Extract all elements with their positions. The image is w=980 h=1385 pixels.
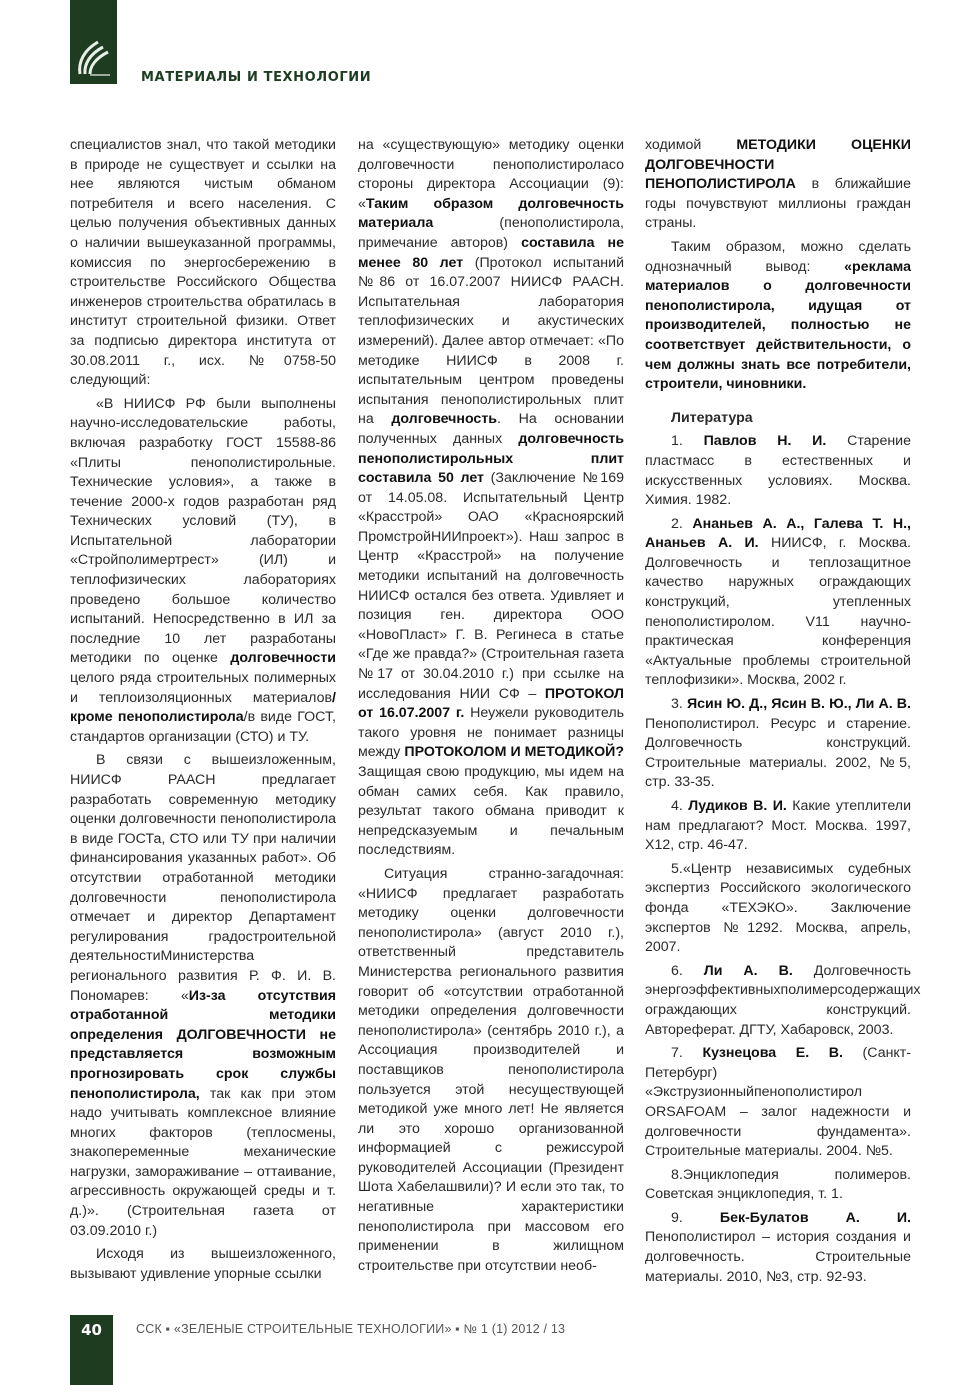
literature-details: Какие утеплители нам предлагают? Мост. Москва. 1997, X12, стр. 46-47.	[645, 798, 912, 854]
text: на «существующую» методику оценки долговечности пенополистироласо стороны директора Ассоциации (9): «	[358, 137, 624, 212]
literature-number: 3.	[671, 696, 687, 713]
text: Таким образом, можно сделать однозначный вывод:	[645, 238, 911, 275]
text: так как при этом надо учитывать комплексное влияние многих факторов (теплосмены, знакопеременные механические нагрузки, замораживание – оттаивание, агрессивность окружающей среды и т. д.)». (Строительная газета от 03.09.2010 г.)	[70, 1085, 336, 1239]
bold-text: Таким образом долговечность материала	[358, 195, 624, 232]
text: (пенополистирола, примечание авторов)	[358, 215, 624, 251]
text: «В НИИСФ РФ были выполнены научно-исследовательские работы, включая разработку ГОСТ 15588-86 «Плиты пенополистирольные. Технические условия», а также в течение 2000-х годов разработан ряд Технических условий (ТУ), в Испытательной лаборатории «Стройполимертрест» (ИЛ) и теплофизических лабораториях проведено большое количество испытаний. Непосредственно в ИЛ за последние 10 лет разработаны методики по оценке	[70, 395, 336, 667]
literature-number: 9.	[671, 1209, 720, 1226]
paragraph	[358, 136, 624, 861]
literature-item	[645, 797, 911, 856]
literature-item	[645, 515, 911, 691]
literature-authors: Ананьев А. А., Галева Т. Н., Ананьев А. И.	[645, 515, 911, 552]
text: Исходя из вышеизложенного, вызывают удивление упорные ссылки	[70, 1246, 336, 1282]
paragraph	[70, 751, 336, 1241]
text: (Заключение №169 от 14.05.08. Испытательный Центр «Красстрой» ОАО «Красноярский ПромстройНИИпроект»). Наш запрос в Центр «Красстрой» на получение методики испытаний на долговечность НИИСФ остался без ответа. Удивляет и позиция ген. директора ООО «НовоПласт» Г. В. Регинеса в статье «Где же правда?» (Строительная газета №17 от 30.04.2010 г.) при ссылке на исследования НИИ СФ –	[358, 470, 624, 702]
literature-details: (Санкт-Петербург) «Экструзионныйпенополистирол ORSAFOAM – залог надежности и долговечности фундамента». Строительные материалы. 2004. №5.	[645, 1045, 912, 1160]
text: В связи с вышеизложенным, НИИСФ РААСН предлагает разработать современную методику оценки долговечности пенополистирола в виде ГОСТа, СТО или ТУ при наличии финансирования указанных работ». Об отсутствии отработанной методики долговечности пенополистирола отмечает и директор Департамент регулирования градостроительной деятельностиМинистерства регионального развития Р. Ф. И. В. Пономарев: «	[70, 752, 336, 1004]
bold-text: долговечность пенополистирольных плит составила 50 лет	[358, 430, 624, 487]
text: . На основании полученных данных	[358, 411, 624, 447]
literature-authors: Павлов Н. И.	[703, 433, 827, 450]
literature-list	[645, 432, 921, 1287]
literature-details: Пенополистирол – история создания и долговечность. Строительные материалы. 2010, №3, стр. 92-93.	[645, 1229, 911, 1285]
leaves-logo-icon	[76, 36, 112, 76]
literature-number: 7.	[671, 1045, 703, 1062]
literature-item	[645, 1044, 911, 1162]
text: целого ряда строительных полимерных и теплоизоляционных материалов	[70, 670, 336, 706]
article-column-1	[70, 136, 336, 1284]
text: в ближайшие годы почувствуют миллионы граждан страны.	[645, 176, 911, 232]
bold-text: МЕТОДИКИ ОЦЕНКИ ДОЛГОВЕЧНОСТИ ПЕНОПОЛИСТИРОЛА	[645, 137, 911, 193]
literature-authors: Ли А. В.	[703, 962, 793, 979]
paragraph	[358, 865, 624, 1276]
bold-text: долговечность	[391, 411, 497, 428]
text: Ситуация странно-загадочная: «НИИСФ предлагает разработать методику оценки долговечности пенополистирола» (август 2010 г.), ответственный представитель Министерства регионального развития говорит об «отсутствии отработанной методики определения долговечности пенополистирола» (сентябрь 2010 г.), а Ассоциация производителей и поставщиков пенополистирола пользуется этой несуществующей методикой уже много лет! Не является ли это хорошо организованной информацией с режиссурой руководителей Ассоциации (Президент Шота Хабелашвили)? И если это так, то негативные характеристики пенополистирола при массовом его применении в жилищном строительстве при отсутствии необ-	[358, 865, 624, 1274]
literature-number: 8.	[671, 1166, 683, 1183]
literature-details: Долговечность энергоэффективныхполимерсодержащих ограждающих конструкций. Автореферат. ДГТУ, Хабаровск, 2003.	[645, 962, 921, 1038]
literature-details: НИИСФ, г. Москва. Долговечность и теплозащитное качество наружных ограждающих конструкций, утепленных пенополистиролом. V11 научно-практическая конференция «Актуальные проблемы строительной теплофизики». Москва, 2002 г.	[645, 535, 911, 689]
text: (Протокол испытаний №86 от 16.07.2007 НИИСФ РААСН. Испытательная лаборатория теплофизических и акустических измерений). Далее автор отмечает: «По методике НИИСФ в 2008 г. испытательным центром проведены испытания пенополистирольных плит на	[358, 254, 624, 428]
literature-number: 1.	[671, 433, 704, 450]
article-column-2	[358, 136, 624, 1276]
paragraph	[70, 136, 336, 391]
literature-heading: Литература	[671, 409, 753, 426]
literature-details: Пенополистирол. Ресурс и старение. Долговечность конструкций. Строительные материалы. 2002, №5, стр. 33-35.	[645, 715, 911, 791]
bold-text: ПРОТОКОЛОМ И МЕТОДИКОЙ?	[404, 744, 624, 761]
literature-authors: Кузнецова Е. В.	[702, 1045, 843, 1062]
conclusion-text	[645, 136, 911, 395]
literature-item	[645, 432, 911, 510]
literature-item	[645, 1166, 911, 1205]
text: специалистов знал, что такой методики в природе не существует и ссылки на нее являются чистым обманом потребителя и всего населения. С целью получения объективных данных о наличии вышеуказанной программы, комиссия по энергосбережению в строительстве Российского Общества инженеров строительства обратилась в институт строительной физики. Ответ за подписью директора института от 30.08.2011 г., исх. №0758-50 следующий:	[70, 137, 336, 389]
literature-item	[645, 962, 921, 1040]
literature-item	[645, 1209, 911, 1287]
bold-text: долговечности	[230, 650, 336, 667]
literature-item	[645, 860, 911, 958]
literature-details: Энциклопедия полимеров. Советская энциклопедия, т. 1.	[645, 1166, 911, 1203]
bold-text: /кроме пенополистирола	[70, 689, 336, 726]
literature-authors: Бек-Булатов А. И.	[719, 1209, 911, 1226]
literature-authors: Лудиков В. И.	[688, 798, 787, 814]
paragraph	[645, 136, 911, 234]
paragraph	[70, 395, 336, 748]
literature-number: 4.	[671, 798, 689, 814]
literature-authors: Ясин Ю. Д., Ясин В. Ю., Ли А. В.	[686, 696, 911, 713]
journal-footer: ССК ▪ «ЗЕЛЕНЫЕ СТРОИТЕЛЬНЫЕ ТЕХНОЛОГИИ» ▪ № 1 (1) 2012 / 13	[136, 1322, 566, 1336]
text: /в виде ГОСТ, стандартов организации (СТО) и ТУ.	[70, 709, 336, 745]
paragraph	[70, 1245, 336, 1284]
page-number-block	[70, 1315, 113, 1385]
bold-text: ПРОТОКОЛ от 16.07.2007 г.	[358, 685, 624, 722]
text: Неужели руководитель такого уровня не понимает разницы между	[358, 705, 624, 761]
literature-item	[645, 695, 911, 793]
page-number: 40	[81, 1321, 102, 1339]
section-title: МАТЕРИАЛЫ И ТЕХНОЛОГИИ	[141, 70, 372, 85]
literature-number: 6.	[671, 962, 704, 979]
literature-number: 2.	[671, 515, 693, 532]
bold-text: составила не менее 80 лет	[358, 234, 624, 271]
text: ходимой	[645, 137, 737, 153]
text: Защищая свою продукцию, мы идем на обман самих себя. Как правило, результат такого обмана приводит к непредсказуемым и печальным последствиям.	[358, 764, 624, 859]
bold-text: Из-за отсутствия отработанной методики определения ДОЛГОВЕЧНОСТИ не представляется возможным прогнозировать срок службы пенополистирола,	[70, 987, 336, 1102]
article-column-3	[645, 136, 921, 1287]
literature-number: 5.	[671, 860, 683, 877]
bold-text: «реклама материалов о долговечности пенополистирола, идущая от производителей, полностью не соответствует действительности, о чем должны знать все потребители, строители, чиновники.	[645, 258, 911, 393]
paragraph	[645, 238, 911, 395]
literature-details: Старение пластмасс в естественных и искусственных условиях. Москва. Химия. 1982.	[645, 433, 911, 509]
literature-details: «Центр независимых судебных экспертиз Российского экологического фонда «ТЕХЭКО». Заключение экспертов №1292. Москва, апрель, 2007.	[645, 860, 911, 956]
logo-block	[70, 0, 117, 84]
